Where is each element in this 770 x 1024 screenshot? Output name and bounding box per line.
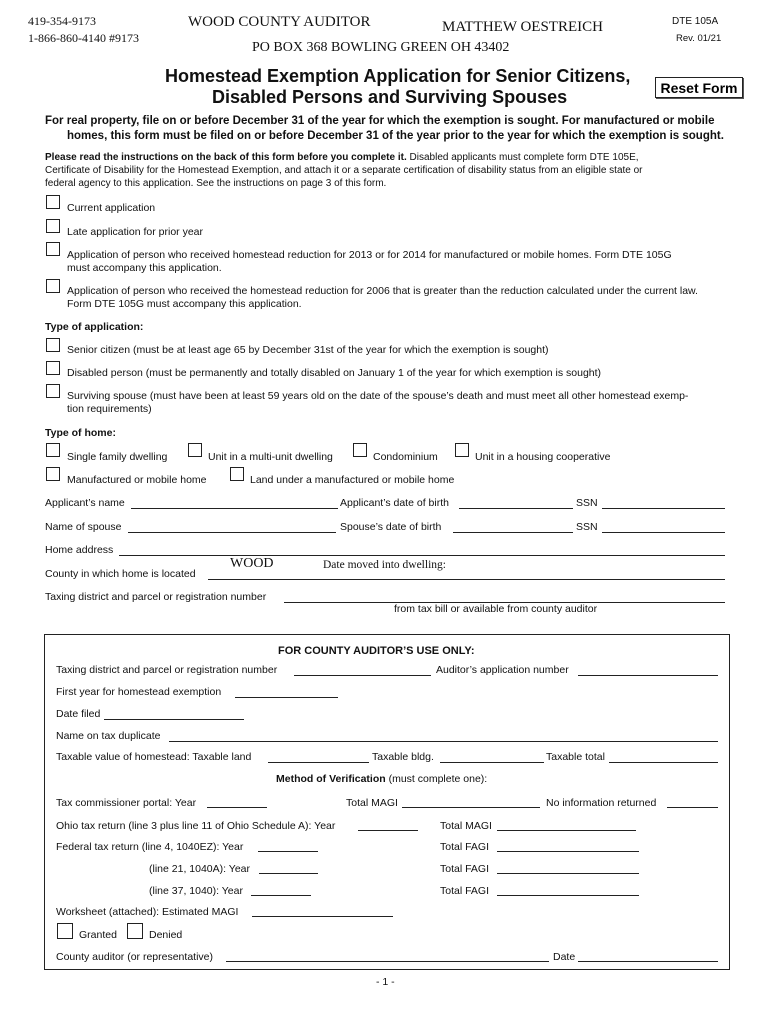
late-application-label: Late application for prior year xyxy=(67,226,203,238)
form-revision: Rev. 01/21 xyxy=(676,33,722,44)
auditor-taxing-district-field[interactable] xyxy=(294,675,431,676)
manufactured-home-checkbox[interactable] xyxy=(46,467,60,481)
date-moved-label: Date moved into dwelling: xyxy=(323,559,446,571)
ohio-return-label: Ohio tax return (line 3 plus line 11 of Ohio Schedule A): Year xyxy=(56,820,336,832)
auditor-application-number-label: Auditor’s application number xyxy=(436,664,569,676)
total-fagi-2-field[interactable] xyxy=(497,873,639,874)
county-field[interactable] xyxy=(208,579,725,580)
reduction-2006-checkbox[interactable] xyxy=(46,279,60,293)
line-21-year-field[interactable] xyxy=(259,873,318,874)
condominium-checkbox[interactable] xyxy=(353,443,367,457)
office-address: PO BOX 368 BOWLING GREEN OH 43402 xyxy=(252,40,510,55)
reset-form-button[interactable]: Reset Form xyxy=(655,77,743,98)
surviving-spouse-label-2: tion requirements) xyxy=(67,403,152,415)
granted-label: Granted xyxy=(79,929,117,941)
manufactured-home-label: Manufactured or mobile home xyxy=(67,474,207,486)
auditor-date-field[interactable] xyxy=(578,961,718,962)
auditor-date-label: Date xyxy=(553,951,576,963)
taxable-total-field[interactable] xyxy=(609,762,718,763)
land-under-home-checkbox[interactable] xyxy=(230,467,244,481)
single-family-label: Single family dwelling xyxy=(67,451,168,463)
tax-commissioner-label: Tax commissioner portal: Year xyxy=(56,797,197,809)
form-title-line-2: Disabled Persons and Surviving Spouses xyxy=(212,87,568,107)
current-application-checkbox[interactable] xyxy=(46,195,60,209)
taxing-district-label: Taxing district and parcel or registration number xyxy=(45,591,267,603)
single-family-checkbox[interactable] xyxy=(46,443,60,457)
phone-toll-free: 1-866-860-4140 #9173 xyxy=(28,31,139,45)
reduction-2013-label-2: must accompany this application. xyxy=(67,262,222,274)
no-info-field[interactable] xyxy=(667,807,718,808)
disabled-person-checkbox[interactable] xyxy=(46,361,60,375)
method-rest: (must complete one): xyxy=(385,773,488,785)
total-fagi-2-label: Total FAGI xyxy=(440,863,490,875)
reduction-2006-label-1: Application of person who received the homestead reduction for 2006 that is greater than the reduction calculated under the current law. xyxy=(67,285,698,297)
auditor-application-number-field[interactable] xyxy=(578,675,718,676)
condominium-label: Condominium xyxy=(373,451,438,463)
total-fagi-1-field[interactable] xyxy=(497,851,639,852)
date-filed-field[interactable] xyxy=(104,719,244,720)
housing-coop-label: Unit in a housing cooperative xyxy=(475,451,611,463)
page-number: - 1 - xyxy=(376,976,395,988)
home-address-label: Home address xyxy=(45,544,114,556)
disabled-person-label: Disabled person (must be permanently and totally disabled on January 1 of the year for which exemption is sought) xyxy=(67,367,602,379)
method-bold: Method of Verification xyxy=(276,773,386,785)
total-fagi-3-label: Total FAGI xyxy=(440,885,490,897)
taxable-bldg-label: Taxable bldg. xyxy=(372,751,434,763)
instructions-line-1 xyxy=(45,152,639,163)
taxable-total-label: Taxable total xyxy=(546,751,605,763)
spouse-ssn-field[interactable] xyxy=(602,532,725,533)
line-21-label: (line 21, 1040A): Year xyxy=(149,863,250,875)
first-year-field[interactable] xyxy=(235,697,338,698)
spouse-ssn-label: SSN xyxy=(576,521,598,533)
multi-unit-checkbox[interactable] xyxy=(188,443,202,457)
type-of-application-heading: Type of application: xyxy=(45,321,144,333)
applicant-ssn-label: SSN xyxy=(576,497,598,509)
applicant-ssn-field[interactable] xyxy=(602,508,725,509)
instructions-line-2: Certificate of Disability for the Homestead Exemption, and attach it or a separate certification of disability status from an eligible state or xyxy=(45,165,643,176)
county-auditor-signature-label: County auditor (or representative) xyxy=(56,951,213,963)
ohio-return-year-field[interactable] xyxy=(358,830,418,831)
spouse-dob-label: Spouse’s date of birth xyxy=(340,521,442,533)
worksheet-field[interactable] xyxy=(252,916,393,917)
name-on-duplicate-field[interactable] xyxy=(169,741,718,742)
first-year-label: First year for homestead exemption xyxy=(56,686,222,698)
taxable-land-label: Taxable value of homestead: Taxable land xyxy=(56,751,252,763)
taxable-land-field[interactable] xyxy=(268,762,369,763)
total-magi-1-label: Total MAGI xyxy=(346,797,398,809)
federal-return-year-field[interactable] xyxy=(258,851,318,852)
multi-unit-label: Unit in a multi-unit dwelling xyxy=(208,451,333,463)
form-title-line-1: Homestead Exemption Application for Senior Citizens, xyxy=(165,66,631,86)
applicant-name-field[interactable] xyxy=(131,508,338,509)
senior-citizen-label: Senior citizen (must be at least age 65 by December 31st of the year for which the exemption is sought) xyxy=(67,344,549,356)
line-37-label: (line 37, 1040): Year xyxy=(149,885,243,897)
instructions-line-3: federal agency to this application. See the instructions on page 3 of this form. xyxy=(45,178,387,189)
filing-deadline-line-2: homes, this form must be filed on or before December 31 of the year prior to the year for which the exemption is sought. xyxy=(67,130,724,142)
denied-checkbox[interactable] xyxy=(127,923,143,939)
granted-checkbox[interactable] xyxy=(57,923,73,939)
county-value: WOOD xyxy=(230,556,274,571)
total-magi-2-field[interactable] xyxy=(497,830,636,831)
county-auditor-signature-field[interactable] xyxy=(226,961,549,962)
office-name: WOOD COUNTY AUDITOR xyxy=(188,14,371,30)
worksheet-label: Worksheet (attached): Estimated MAGI xyxy=(56,906,239,918)
applicant-dob-field[interactable] xyxy=(459,508,573,509)
total-magi-2-label: Total MAGI xyxy=(440,820,492,832)
auditor-taxing-district-label: Taxing district and parcel or registration number xyxy=(56,664,278,676)
total-fagi-3-field[interactable] xyxy=(497,895,639,896)
spouse-dob-field[interactable] xyxy=(453,532,573,533)
county-label: County in which home is located xyxy=(45,568,196,580)
home-address-field[interactable] xyxy=(119,555,725,556)
reduction-2006-label-2: Form DTE 105G must accompany this application. xyxy=(67,298,302,310)
spouse-name-label: Name of spouse xyxy=(45,521,122,533)
instructions-bold: Please read the instructions on the back of this form before you complete it. xyxy=(45,152,407,163)
taxable-bldg-field[interactable] xyxy=(440,762,544,763)
applicant-dob-label: Applicant’s date of birth xyxy=(340,497,449,509)
tax-commissioner-year-field[interactable] xyxy=(207,807,267,808)
federal-return-label: Federal tax return (line 4, 1040EZ): Year xyxy=(56,841,244,853)
surviving-spouse-checkbox[interactable] xyxy=(46,384,60,398)
total-magi-1-field[interactable] xyxy=(402,807,540,808)
housing-coop-checkbox[interactable] xyxy=(455,443,469,457)
reduction-2013-label-1: Application of person who received homestead reduction for 2013 or for 2014 for manufactured or mobile homes. Form DTE 105G xyxy=(67,249,672,261)
applicant-name-label: Applicant’s name xyxy=(45,497,125,509)
current-application-label: Current application xyxy=(67,202,156,214)
surviving-spouse-label-1: Surviving spouse (must have been at least 59 years old on the date of the spouse’s death and must meet all other homestead exemp- xyxy=(67,390,689,402)
late-application-checkbox[interactable] xyxy=(46,219,60,233)
filing-deadline-line-1: For real property, file on or before December 31 of the year for which the exemption is sought. For manufactured or mobile xyxy=(45,115,715,127)
land-under-home-label: Land under a manufactured or mobile home xyxy=(250,474,455,486)
no-info-label: No information returned xyxy=(546,797,657,809)
denied-label: Denied xyxy=(149,929,183,941)
taxing-district-note: from tax bill or available from county auditor xyxy=(394,603,598,615)
date-filed-label: Date filed xyxy=(56,708,101,720)
instructions-rest: Disabled applicants must complete form DTE 105E, xyxy=(406,152,639,163)
total-fagi-1-label: Total FAGI xyxy=(440,841,490,853)
form-number: DTE 105A xyxy=(672,16,719,27)
senior-citizen-checkbox[interactable] xyxy=(46,338,60,352)
name-on-duplicate-label: Name on tax duplicate xyxy=(56,730,161,742)
auditor-name: MATTHEW OESTREICH xyxy=(442,19,603,35)
line-37-year-field[interactable] xyxy=(251,895,311,896)
reduction-2013-checkbox[interactable] xyxy=(46,242,60,256)
method-of-verification xyxy=(276,773,487,785)
type-of-home-heading: Type of home: xyxy=(45,427,116,439)
auditor-box-heading: FOR COUNTY AUDITOR’S USE ONLY: xyxy=(278,645,475,657)
phone-primary: 419-354-9173 xyxy=(28,14,96,28)
spouse-name-field[interactable] xyxy=(128,532,336,533)
